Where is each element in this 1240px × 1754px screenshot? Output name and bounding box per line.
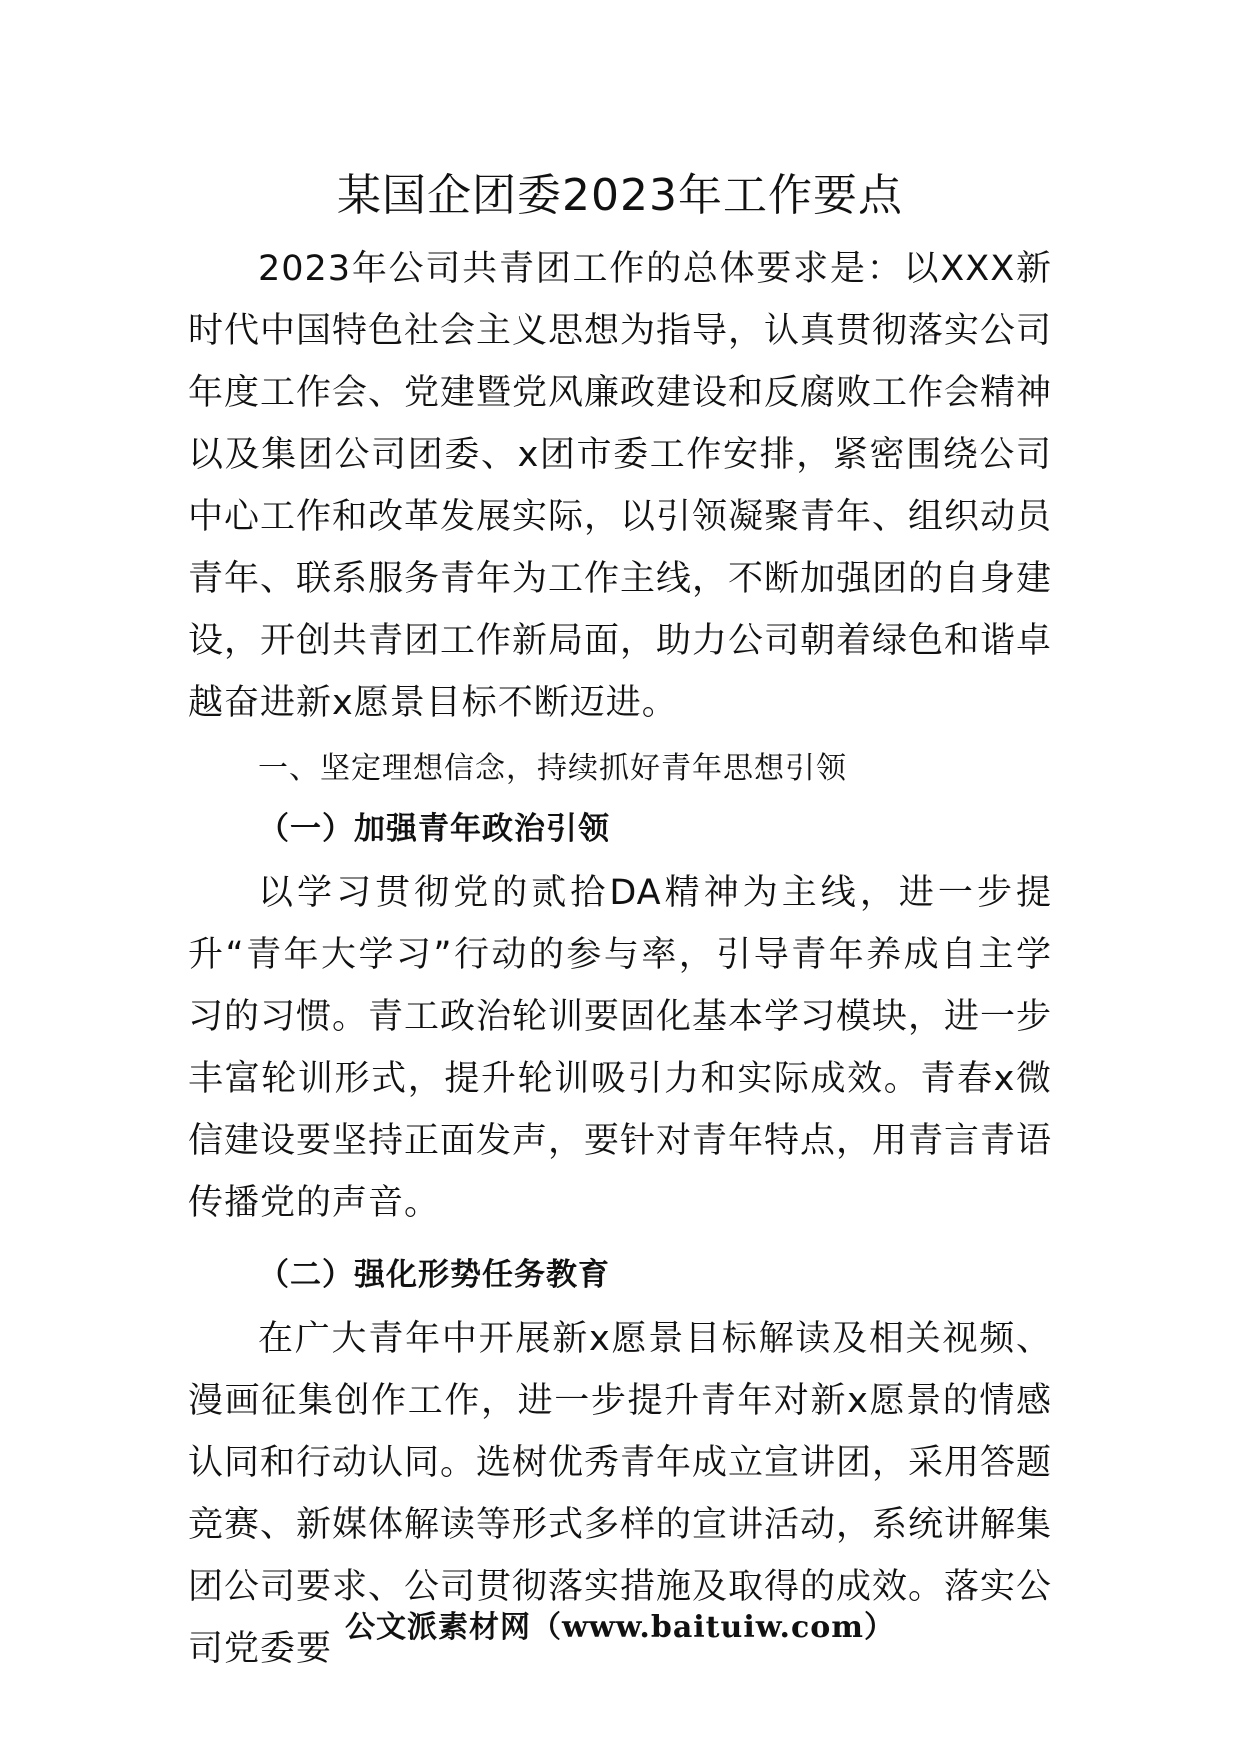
document-title: 某国企团委2023年工作要点 [337,170,903,221]
subsection-paragraph-2: 在广大青年中开展新x愿景目标解读及相关视频、漫画征集创作工作，进一步提升青年对新x愿景的情感认同和行动认同。选树优秀青年成立宣讲团，采用答题竞赛、新媒体解读等形式多样的宣讲活动，系统讲解集团公司要求、公司贯彻落实措施及取得的成效。落实公司党委要 [188,1319,1053,1669]
subsection-heading-1: （一）加强青年政治引领 [258,811,610,847]
intro-paragraph: 2023年公司共青团工作的总体要求是：以XXX新时代中国特色社会主义思想为指导，认真贯彻落实公司年度工作会、党建暨党风廉政建设和反腐败工作会精神以及集团公司团委、x团市委工作安排，紧密围绕公司中心工作和改革发展实际，以引领凝聚青年、组织动员青年、联系服务青年为工作主线，不断加强团的自身建设，开创共青团工作新局面，助力公司朝着绿色和谐卓越奋进新x愿景目标不断迈进。 [188,249,1053,723]
section-heading-1: 一、坚定理想信念，持续抓好青年思想引领 [258,751,847,786]
paragraph-spacer [188,1234,1052,1246]
subsection-heading-2: （二）强化形势任务教育 [258,1257,610,1293]
watermark-footer: 公文派素材网（www.baituiw.com） [344,1610,896,1645]
document-body [188,238,1052,1680]
subsection-paragraph-1: 以学习贯彻党的贰拾DA精神为主线，进一步提升“青年大学习”行动的参与率，引导青年养成自主学习的习惯。青工政治轮训要固化基本学习模块，进一步丰富轮训形式，提升轮训吸引力和实际成效。青春x微信建设要坚持正面发声，要针对青年特点，用青言青语传播党的声音。 [188,873,1053,1223]
